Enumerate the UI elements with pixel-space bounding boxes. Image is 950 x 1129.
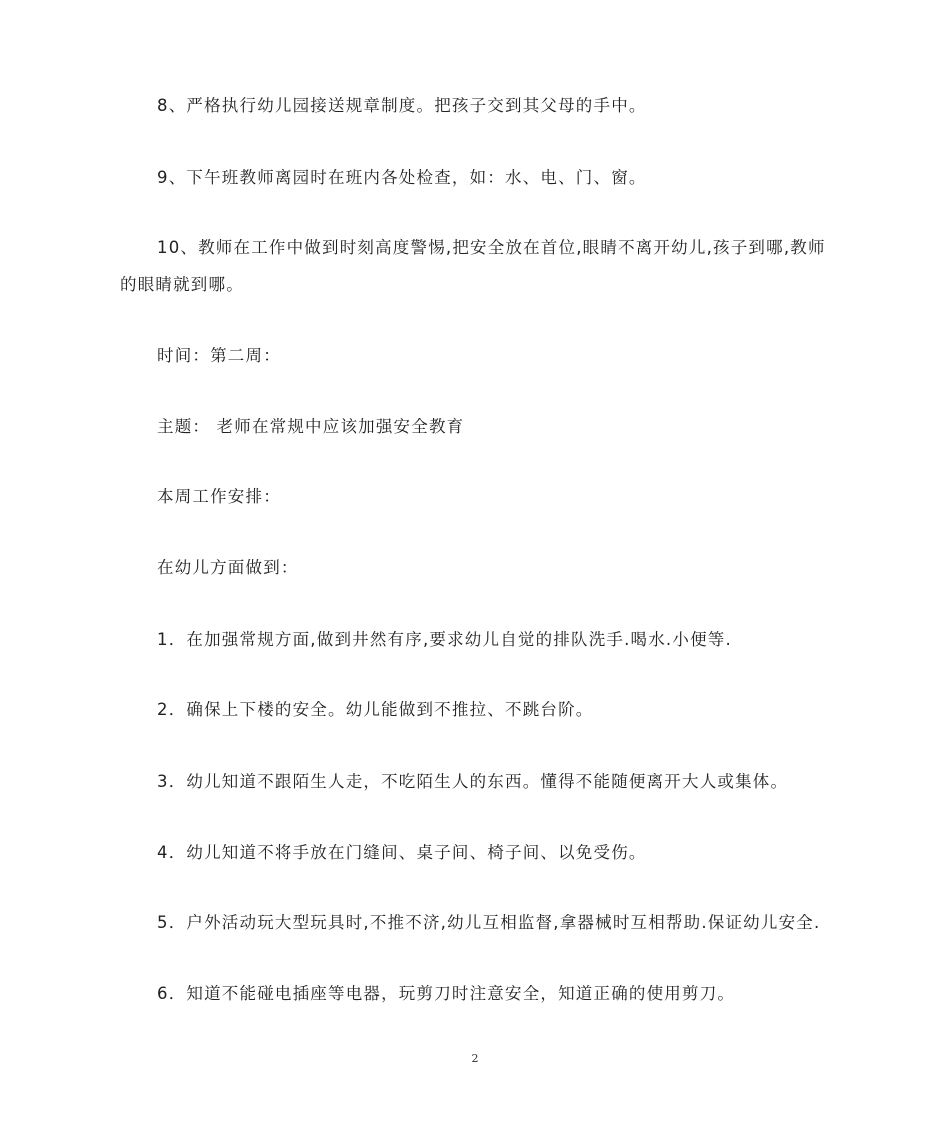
topic-label: 主题： 老师在常规中应该加强安全教育 (157, 417, 465, 436)
time-label: 时间：第二周： (157, 346, 281, 365)
children-section-heading: 在幼儿方面做到： (157, 558, 299, 577)
list-item-2: 2．确保上下楼的安全。幼儿能做到不推拉、不跳台阶。 (157, 700, 594, 719)
list-item-6: 6．知道不能碰电插座等电器，玩剪刀时注意安全，知道正确的使用剪刀。 (157, 984, 736, 1003)
weekly-plan-heading: 本周工作安排： (157, 487, 281, 506)
list-item-5: 5．户外活动玩大型玩具时,不推不济,幼儿互相监督,拿器械时互相帮助.保证幼儿安全. (157, 913, 821, 932)
paragraph-item-10-continuation: 的眼睛就到哪。 (120, 275, 244, 294)
paragraph-item-10: 10、教师在工作中做到时刻高度警惕,把安全放在首位,眼睛不离开幼儿,孩子到哪,教师 (157, 238, 826, 257)
paragraph-item-9: 9、下午班教师离园时在班内各处检查，如：水、电、门、窗。 (157, 168, 647, 187)
list-item-3: 3．幼儿知道不跟陌生人走，不吃陌生人的东西。懂得不能随便离开大人或集体。 (157, 772, 789, 791)
list-item-1: 1．在加强常规方面,做到井然有序,要求幼儿自觉的排队洗手.喝水.小便等. (157, 630, 732, 649)
paragraph-item-8: 8、严格执行幼儿园接送规章制度。把孩子交到其父母的手中。 (157, 96, 647, 115)
list-item-4: 4．幼儿知道不将手放在门缝间、桌子间、椅子间、以免受伤。 (157, 843, 647, 862)
page-number: 2 (471, 1052, 479, 1065)
